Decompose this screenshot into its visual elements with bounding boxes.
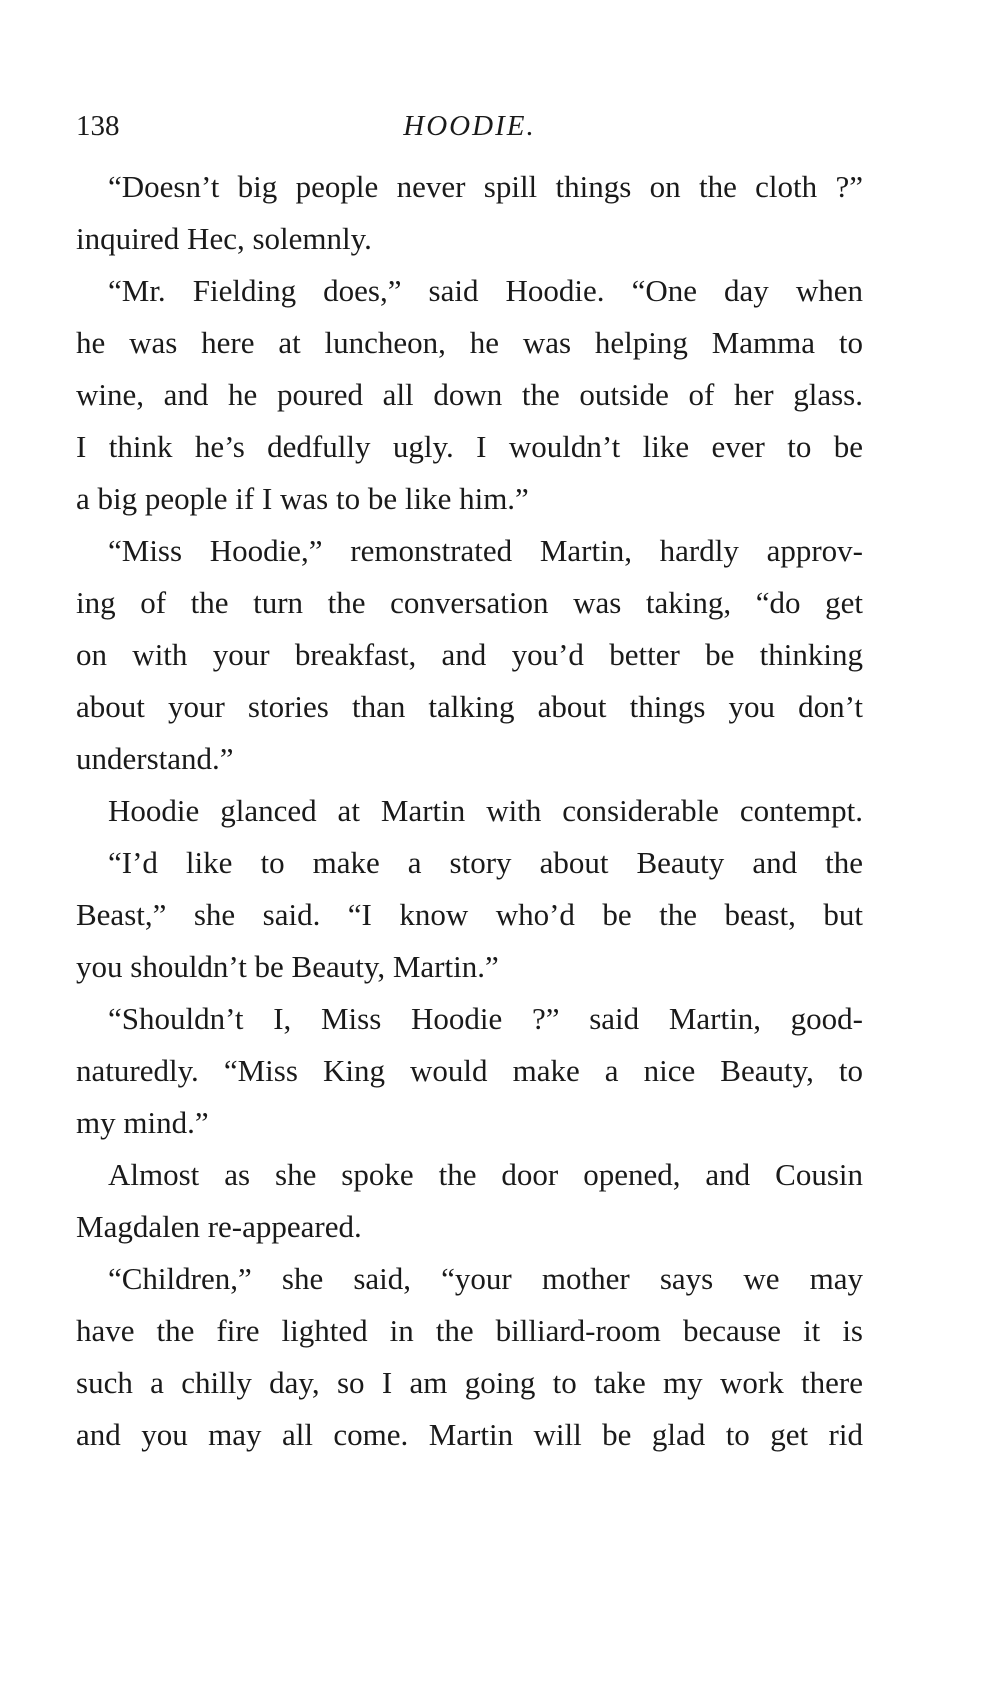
text-line: on with your breakfast, and you’d better be thinking — [76, 637, 863, 672]
running-head — [76, 110, 863, 146]
text-line: Beast,” she said. “I know who’d be the beast, but — [76, 897, 863, 932]
text-line: Magdalen re-appeared. — [76, 1209, 362, 1244]
text-line: about your stories than talking about things you don’t — [76, 689, 863, 724]
text-line: ing of the turn the conversation was taking, “do get — [76, 585, 863, 620]
text-line: Hoodie glanced at Martin with considerable contempt. — [108, 793, 863, 828]
text-line: “Mr. Fielding does,” said Hoodie. “One day when — [108, 273, 863, 308]
page-number: 138 — [76, 110, 120, 142]
text-line: “Children,” she said, “your mother says we may — [108, 1261, 863, 1296]
text-line: have the fire lighted in the billiard-room because it is — [76, 1313, 863, 1348]
text-line: my mind.” — [76, 1105, 209, 1140]
text-line: wine, and he poured all down the outside of her glass. — [76, 377, 863, 412]
text-line: “Miss Hoodie,” remonstrated Martin, hardly approv- — [108, 533, 863, 568]
text-line: and you may all come. Martin will be glad to get rid — [76, 1417, 863, 1452]
text-line: “Shouldn’t I, Miss Hoodie ?” said Martin, good- — [108, 1001, 863, 1036]
text-line: inquired Hec, solemnly. — [76, 221, 372, 256]
text-line: he was here at luncheon, he was helping Mamma to — [76, 325, 863, 360]
running-title: HOODIE. — [403, 110, 536, 142]
text-line: I think he’s dedfully ugly. I wouldn’t like ever to be — [76, 429, 863, 464]
text-line: “I’d like to make a story about Beauty and the — [108, 845, 863, 880]
text-line: understand.” — [76, 741, 234, 776]
text-line: naturedly. “Miss King would make a nice Beauty, to — [76, 1053, 863, 1088]
body-text — [76, 161, 863, 1461]
text-line: “Doesn’t big people never spill things on the cloth ?” — [108, 169, 863, 204]
text-line: a big people if I was to be like him.” — [76, 481, 529, 516]
text-line: you shouldn’t be Beauty, Martin.” — [76, 949, 499, 984]
text-line: such a chilly day, so I am going to take my work there — [76, 1365, 863, 1400]
text-line: Almost as she spoke the door opened, and Cousin — [108, 1157, 863, 1192]
